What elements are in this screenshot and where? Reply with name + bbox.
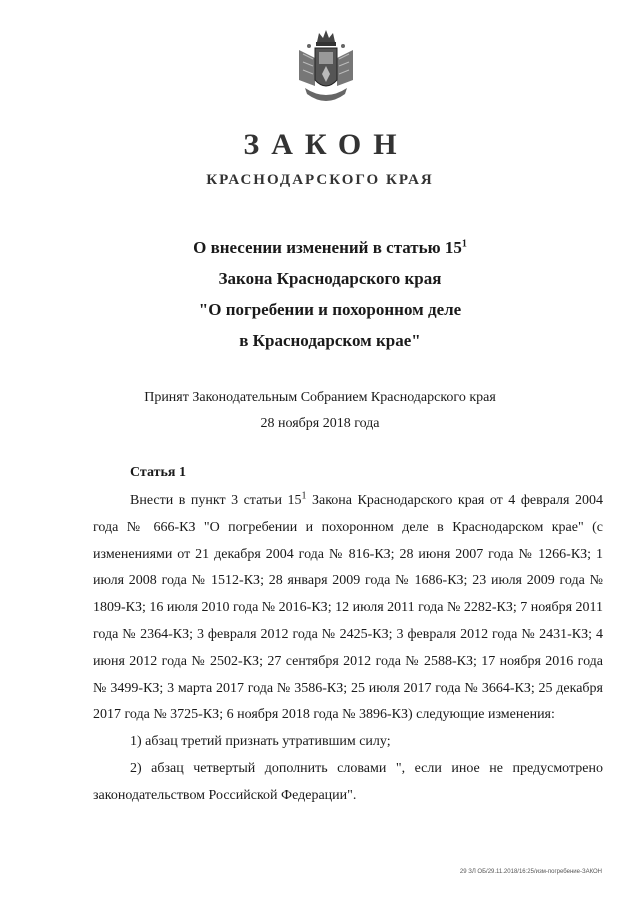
coat-of-arms-icon	[295, 28, 357, 110]
article-intro: Внести в пункт 3 статьи $15^1$ Закона Краснодарского края от 4 февраля 2004 года № 666-КЗ "О погребении и похоронном деле в Краснодарском крае" (с изменениями от 21 декабря 2004 года № 816-КЗ; 28 июня 2007 года № 1266-КЗ; 1 июля 2008 года № 1512-КЗ; 28 января 2009 года № 1686-КЗ; 23 июля 2009 года № 1809-КЗ; 16 июля 2010 года № 2016-КЗ; 12 июля 2011 года № 2282-КЗ; 7 ноября 2011 года № 2364-КЗ; 3 февраля 2012 года № 2425-КЗ; 3 февраля 2012 года № 2431-КЗ; 4 июня 2012 года № 2502-КЗ; 27 сентября 2012 года № 2588-КЗ; 17 ноября 2016 года № 3499-КЗ; 3 марта 2017 года № 3586-КЗ; 25 июля 2017 года № 3664-КЗ; 25 декабря 2017 года № 3725-КЗ; 6 ноября 2018 года № 3896-КЗ) следующие изменения:	[93, 490, 603, 723]
adoption-date: 28 ноября 2018 года	[260, 416, 380, 431]
heading-line-1: О внесении изменений в статью $15^1$	[193, 238, 467, 257]
article-item-1: 1) абзац третий признать утратившим силу;	[130, 734, 391, 750]
heading-line-3: "О погребении и похоронном деле	[198, 300, 462, 319]
heading-line-4: в Краснодарском крае"	[239, 331, 421, 350]
adoption-body: Принят Законодательным Собранием Краснодарского края	[144, 390, 496, 405]
article-label: Статья 1	[130, 465, 186, 480]
heading-line-2: Закона Краснодарского края	[218, 269, 442, 288]
law-heading	[150, 232, 510, 356]
adoption-note	[0, 385, 640, 437]
article-item-2: 2) абзац четвертый дополнить словами ", если иное не предусмотрено законодательством Российской Федерации".	[93, 760, 603, 803]
article-body	[93, 488, 603, 810]
law-title: ЗАКОН	[243, 128, 409, 161]
footer-code: 29 ЗЛ ОБ/29.11.2018/16:25/изм-погребение-ЗАКОН	[459, 869, 602, 875]
region-title: КРАСНОДАРСКОГО КРАЯ	[206, 172, 434, 188]
